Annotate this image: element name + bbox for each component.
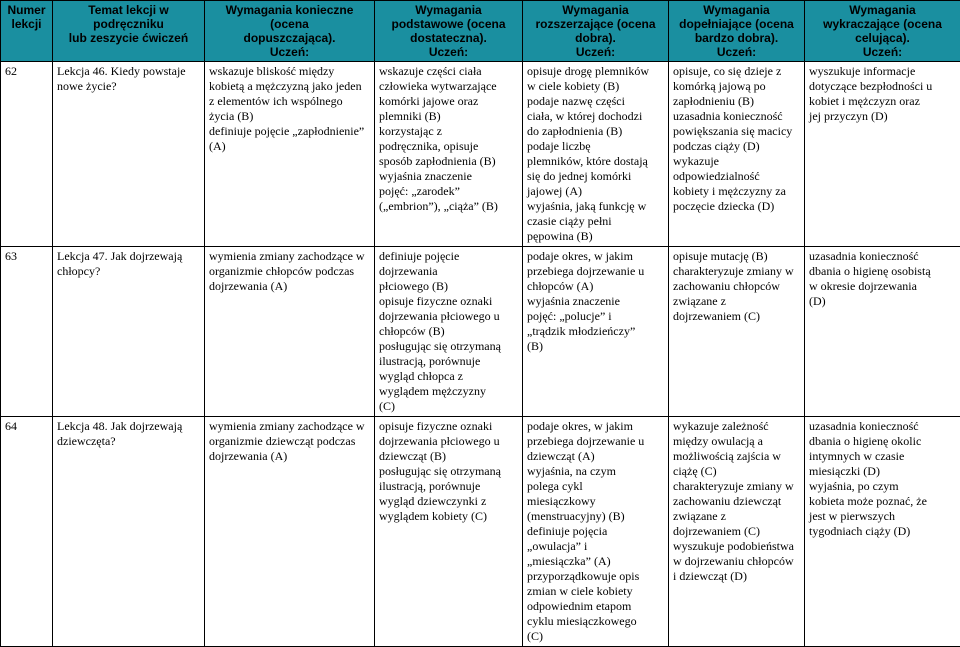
cell-line: „trądzik młodzieńczy” (527, 324, 664, 339)
cell-line: przebiega dojrzewanie u (527, 264, 664, 279)
table-row (1, 62, 960, 247)
cell-line: się do jednej komórki (527, 169, 664, 184)
cell-line: kobietą a mężczyzną jako jeden (209, 79, 370, 94)
cell-line: w dojrzewaniu chłopców (673, 554, 800, 569)
cell-line: powiększania się macicy (673, 124, 800, 139)
cell-line: wygląd chłopca z (379, 369, 518, 384)
cell-lesson-topic (53, 417, 205, 647)
cell-extended-requirements (523, 417, 669, 647)
cell-line: z elementów ich wspólnego (209, 94, 370, 109)
cell-line: i dziewcząt (D) (673, 569, 800, 584)
cell-line: opisuje fizyczne oznaki (379, 419, 518, 434)
cell-line: definiuje pojęcie „zapłodnienie” (209, 124, 370, 139)
cell-line: wskazuje bliskość między (209, 64, 370, 79)
cell-line: podaje okres, w jakim (527, 249, 664, 264)
lesson-number-value: 63 (5, 249, 17, 263)
cell-line: odpowiedzialność (673, 169, 800, 184)
table-row (1, 247, 960, 417)
cell-line: plemniki (B) (379, 109, 518, 124)
cell-line: kobiet i mężczyzn oraz (809, 94, 956, 109)
lesson-number-value: 62 (5, 64, 17, 78)
cell-line: dojrzewania (379, 264, 518, 279)
cell-basic-requirements (205, 247, 375, 417)
cell-line: ilustracją, porównuje (379, 479, 518, 494)
cell-line: zachowaniu dziewcząt (673, 494, 800, 509)
cell-line: (C) (527, 629, 664, 644)
cell-line: dojrzewaniem (C) (673, 309, 800, 324)
header-exceeding-requirements: Wymagania wykraczające (ocena celująca). Uczeń: (805, 1, 960, 62)
cell-line: charakteryzuje zmiany w (673, 479, 800, 494)
cell-line: organizmie dziewcząt podczas (209, 434, 370, 449)
cell-complementary-requirements (669, 247, 805, 417)
cell-line: pojęć: „zarodek” (379, 184, 518, 199)
cell-line: plemników, które dostają (527, 154, 664, 169)
cell-line: przyporządkowuje opis (527, 569, 664, 584)
cell-line: Lekcja 46. Kiedy powstaje (57, 64, 200, 79)
cell-line: chłopców (B) (379, 324, 518, 339)
header-lesson-topic: Temat lekcji w podręczniku lub zeszycie ćwiczeń (53, 1, 205, 62)
cell-line: dojrzewania (A) (209, 279, 370, 294)
cell-line: wyszukuje podobieństwa (673, 539, 800, 554)
cell-line: miesiączki (D) (809, 464, 956, 479)
cell-line: jest w pierwszych (809, 509, 956, 524)
cell-line: pojęć: „polucje” i (527, 309, 664, 324)
cell-line: jej przyczyn (D) (809, 109, 956, 124)
cell-line: opisuje, co się dzieje z (673, 64, 800, 79)
cell-line: opisuje mutację (B) (673, 249, 800, 264)
cell-line: podczas ciąży (D) (673, 139, 800, 154)
cell-extended-requirements (523, 247, 669, 417)
cell-line: poczęcie dziecka (D) (673, 199, 800, 214)
cell-line: miesiączkowy (527, 494, 664, 509)
cell-line: zachowaniu chłopców (673, 279, 800, 294)
cell-line: wyjaśnia znaczenie (379, 169, 518, 184)
cell-line: wymienia zmiany zachodzące w (209, 249, 370, 264)
cell-complementary-requirements (669, 62, 805, 247)
cell-line: zmian w ciele kobiety (527, 584, 664, 599)
cell-extended-requirements (523, 62, 669, 247)
cell-line: dziewcząt (B) (379, 449, 518, 464)
cell-line: podaje okres, w jakim (527, 419, 664, 434)
cell-line: płciowego (B) (379, 279, 518, 294)
cell-line: („embrion”), „ciąża” (B) (379, 199, 518, 214)
cell-line: tygodniach ciąży (D) (809, 524, 956, 539)
cell-line: definiuje pojęcie (379, 249, 518, 264)
cell-line: związane z (673, 509, 800, 524)
table-row (1, 417, 960, 647)
cell-line: ilustracją, porównuje (379, 354, 518, 369)
cell-line: dotyczące bezpłodności u (809, 79, 956, 94)
lesson-number-value: 64 (5, 419, 17, 433)
cell-line: uzasadnia konieczność (809, 249, 956, 264)
cell-line: dziewcząt (A) (527, 449, 664, 464)
header-basic-requirements: Wymagania konieczne (ocena dopuszczająca). Uczeń: (205, 1, 375, 62)
cell-line: opisuje fizyczne oznaki (379, 294, 518, 309)
cell-line: komórki jajowe oraz (379, 94, 518, 109)
cell-line: (A) (209, 139, 370, 154)
cell-exceeding-requirements (805, 417, 960, 647)
cell-line: jajowej (A) (527, 184, 664, 199)
cell-line: wyszukuje informacje (809, 64, 956, 79)
cell-line: uzasadnia konieczność (673, 109, 800, 124)
cell-line: możliwością zajścia w (673, 449, 800, 464)
cell-line: w okresie dojrzewania (809, 279, 956, 294)
cell-exceeding-requirements (805, 62, 960, 247)
cell-line: zapłodnieniu (B) (673, 94, 800, 109)
cell-line: podręcznika, opisuje (379, 139, 518, 154)
cell-line: wyjaśnia, jaką funkcję w (527, 199, 664, 214)
cell-line: dojrzewania płciowego u (379, 309, 518, 324)
header-core-requirements: Wymagania podstawowe (ocena dostateczna). Uczeń: (375, 1, 523, 62)
cell-line: wymienia zmiany zachodzące w (209, 419, 370, 434)
cell-exceeding-requirements (805, 247, 960, 417)
cell-lesson-number (1, 417, 53, 647)
cell-core-requirements (375, 62, 523, 247)
cell-line: kobieta może poznać, że (809, 494, 956, 509)
cell-line: wskazuje części ciała (379, 64, 518, 79)
cell-line: podaje nazwę części (527, 94, 664, 109)
cell-line: uzasadnia konieczność (809, 419, 956, 434)
header-extended-requirements: Wymagania rozszerzające (ocena dobra). Uczeń: (523, 1, 669, 62)
cell-line: Lekcja 47. Jak dojrzewają (57, 249, 200, 264)
cell-line: podaje liczbę (527, 139, 664, 154)
cell-line: komórką jajową po (673, 79, 800, 94)
cell-line: wyjaśnia, na czym (527, 464, 664, 479)
cell-line: odpowiednim etapom (527, 599, 664, 614)
header-lesson-number: Numer lekcji (1, 1, 53, 62)
cell-core-requirements (375, 247, 523, 417)
cell-line: korzystając z (379, 124, 518, 139)
cell-line: posługując się otrzymaną (379, 464, 518, 479)
cell-basic-requirements (205, 417, 375, 647)
cell-line: do zapłodnienia (B) (527, 124, 664, 139)
cell-line: chłopcy? (57, 264, 200, 279)
cell-line: wykazuje zależność (673, 419, 800, 434)
cell-line: wygląd dziewczynki z (379, 494, 518, 509)
cell-line: wyglądem mężczyzny (379, 384, 518, 399)
cell-line: dbania o higienę osobistą (809, 264, 956, 279)
cell-line: ciała, w której dochodzi (527, 109, 664, 124)
cell-line: dojrzewania (A) (209, 449, 370, 464)
cell-line: życia (B) (209, 109, 370, 124)
cell-line: charakteryzuje zmiany w (673, 264, 800, 279)
cell-line: (B) (527, 339, 664, 354)
cell-line: chłopców (A) (527, 279, 664, 294)
cell-line: „miesiączka” (A) (527, 554, 664, 569)
header-complementary-requirements: Wymagania dopełniające (ocena bardzo dobra). Uczeń: (669, 1, 805, 62)
cell-line: dziewczęta? (57, 434, 200, 449)
cell-line: (menstruacyjny) (B) (527, 509, 664, 524)
cell-line: opisuje drogę plemników (527, 64, 664, 79)
cell-line: ciążę (C) (673, 464, 800, 479)
cell-line: cyklu miesiączkowego (527, 614, 664, 629)
cell-line: intymnych w czasie (809, 449, 956, 464)
cell-line: przebiega dojrzewanie u (527, 434, 664, 449)
cell-line: kobiety i mężczyzny za (673, 184, 800, 199)
cell-basic-requirements (205, 62, 375, 247)
cell-line: organizmie chłopców podczas (209, 264, 370, 279)
cell-line: wyjaśnia, po czym (809, 479, 956, 494)
cell-line: dbania o higienę okolic (809, 434, 956, 449)
cell-line: sposób zapłodnienia (B) (379, 154, 518, 169)
cell-line: dojrzewaniem (C) (673, 524, 800, 539)
cell-complementary-requirements (669, 417, 805, 647)
cell-line: w ciele kobiety (B) (527, 79, 664, 94)
cell-line: człowieka wytwarzające (379, 79, 518, 94)
cell-line: wykazuje (673, 154, 800, 169)
cell-line: posługując się otrzymaną (379, 339, 518, 354)
cell-line: wyjaśnia znaczenie (527, 294, 664, 309)
cell-line: (C) (379, 399, 518, 414)
cell-line: „owulacja” i (527, 539, 664, 554)
cell-line: dojrzewania płciowego u (379, 434, 518, 449)
cell-line: wyglądem kobiety (C) (379, 509, 518, 524)
cell-line: pępowina (B) (527, 229, 664, 244)
cell-line: polega cykl (527, 479, 664, 494)
cell-line: związane z (673, 294, 800, 309)
cell-core-requirements (375, 417, 523, 647)
cell-line: czasie ciąży pełni (527, 214, 664, 229)
cell-lesson-number (1, 247, 53, 417)
cell-lesson-topic (53, 62, 205, 247)
cell-line: definiuje pojęcia (527, 524, 664, 539)
cell-line: (D) (809, 294, 956, 309)
cell-line: nowe życie? (57, 79, 200, 94)
cell-line: między owulacją a (673, 434, 800, 449)
cell-line: Lekcja 48. Jak dojrzewają (57, 419, 200, 434)
cell-lesson-number (1, 62, 53, 247)
cell-lesson-topic (53, 247, 205, 417)
header-row (1, 1, 960, 62)
